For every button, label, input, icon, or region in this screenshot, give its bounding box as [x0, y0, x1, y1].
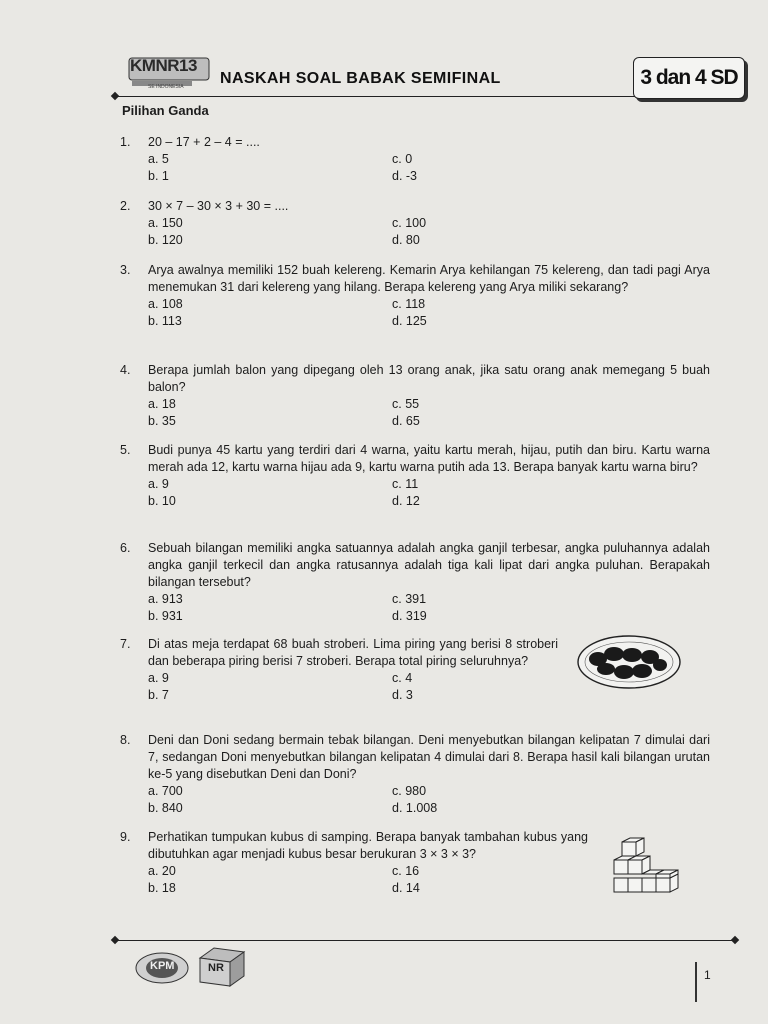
option-b[interactable]: b. 840 [148, 801, 183, 815]
kpm-logo-text: KPM [150, 960, 175, 972]
option-a[interactable]: a. 108 [148, 297, 183, 311]
question-stem: Budi punya 45 kartu yang terdiri dari 4 warna, yaitu kartu merah, hijau, putih dan biru. Kartu warna merah ada 12, kartu warna hijau ada 9, kartu warna putih ada 13. Berapa banyak kartu warna biru? [148, 443, 710, 474]
page-number: 1 [704, 968, 711, 982]
option-a[interactable]: a. 9 [148, 477, 169, 491]
question-number: 6. [120, 541, 131, 555]
option-a[interactable]: a. 700 [148, 784, 183, 798]
option-c[interactable]: c. 55 [392, 397, 420, 411]
option-d[interactable]: d. 12 [392, 494, 420, 508]
question-2 [120, 198, 710, 249]
nr-logo-text: NR [208, 962, 224, 974]
question-number: 8. [120, 733, 131, 747]
logo-subtext: SE INDONESIA [148, 84, 184, 90]
option-b[interactable]: b. 120 [148, 233, 183, 247]
answer-options [148, 591, 710, 625]
answer-options [148, 215, 710, 249]
option-d[interactable]: d. 80 [392, 233, 420, 247]
option-a[interactable]: a. 9 [148, 671, 169, 685]
page-title: NASKAH SOAL BABAK SEMIFINAL [220, 70, 501, 87]
strawberry-plate-illustration [576, 632, 682, 690]
question-stem: Sebuah bilangan memiliki angka satuannya adalah angka ganjil terbesar, angka puluhannya adalah angka ganjil terkecil dan angka ratusannya adalah tiga kali lipat dari angka puluhan. Berapakah bilangan tersebut? [148, 541, 710, 589]
option-d[interactable]: d. 65 [392, 414, 420, 428]
question-number: 4. [120, 363, 131, 377]
option-d[interactable]: d. 1.008 [392, 801, 438, 815]
question-4 [120, 362, 710, 430]
question-number: 5. [120, 443, 131, 457]
header-divider [116, 96, 636, 97]
divider-dot [731, 936, 739, 944]
option-b[interactable]: b. 35 [148, 414, 176, 428]
section-title: Pilihan Ganda [122, 103, 209, 118]
page-number-bar [695, 962, 697, 1002]
cube-stack-illustration [608, 836, 688, 908]
option-b[interactable]: b. 7 [148, 688, 169, 702]
option-c[interactable]: c. 16 [392, 864, 420, 878]
option-d[interactable]: d. 3 [392, 688, 413, 702]
question-1 [120, 134, 710, 185]
answer-options [148, 476, 710, 510]
question-number: 7. [120, 637, 131, 651]
question-stem: 30 × 7 – 30 × 3 + 30 = .... [148, 199, 289, 213]
option-a[interactable]: a. 5 [148, 152, 169, 166]
answer-options [148, 783, 710, 817]
option-a[interactable]: a. 913 [148, 592, 183, 606]
option-a[interactable]: a. 20 [148, 864, 176, 878]
option-d[interactable]: d. 319 [392, 609, 427, 623]
option-b[interactable]: b. 18 [148, 881, 176, 895]
option-d[interactable]: d. 125 [392, 314, 427, 328]
grade-badge: 3 dan 4 SD [633, 57, 745, 99]
answer-options [148, 296, 710, 330]
answer-options [148, 151, 710, 185]
option-c[interactable]: c. 11 [392, 477, 419, 491]
question-number: 1. [120, 135, 131, 149]
question-5 [120, 442, 710, 510]
option-b[interactable]: b. 10 [148, 494, 176, 508]
option-a[interactable]: a. 18 [148, 397, 176, 411]
question-6 [120, 540, 710, 625]
option-c[interactable]: c. 100 [392, 216, 427, 230]
option-c[interactable]: c. 0 [392, 152, 413, 166]
question-number: 9. [120, 830, 131, 844]
question-3 [120, 262, 710, 330]
option-d[interactable]: d. 14 [392, 881, 420, 895]
option-c[interactable]: c. 980 [392, 784, 427, 798]
question-8 [120, 732, 710, 817]
option-b[interactable]: b. 113 [148, 314, 182, 328]
question-number: 3. [120, 263, 131, 277]
question-stem: Perhatikan tumpukan kubus di samping. Berapa banyak tambahan kubus yang dibutuhkan agar menjadi kubus besar berukuran 3 × 3 × 3? [148, 830, 588, 861]
option-c[interactable]: c. 118 [392, 297, 426, 311]
option-d[interactable]: d. -3 [392, 169, 418, 183]
footer-divider [116, 940, 736, 941]
question-stem: Berapa jumlah balon yang dipegang oleh 13 orang anak, jika satu orang anak memegang 5 buah balon? [148, 363, 710, 394]
option-a[interactable]: a. 150 [148, 216, 183, 230]
question-stem: 20 – 17 + 2 – 4 = .... [148, 135, 260, 149]
option-b[interactable]: b. 1 [148, 169, 169, 183]
option-c[interactable]: c. 391 [392, 592, 427, 606]
question-stem: Arya awalnya memiliki 152 buah kelereng. Kemarin Arya kehilangan 75 kelereng, dan tadi pagi Arya menemukan 31 dari kelereng yang hilang. Berapa kelereng yang Arya miliki sekarang? [148, 263, 710, 294]
question-number: 2. [120, 199, 131, 213]
question-stem: Di atas meja terdapat 68 buah stroberi. Lima piring yang berisi 8 stroberi dan beberapa piring berisi 7 stroberi. Berapa total piring seluruhnya? [148, 637, 558, 668]
logo-text: KMNR13 [130, 56, 197, 75]
question-stem: Deni dan Doni sedang bermain tebak bilangan. Deni menyebutkan bilangan kelipatan 7 dimulai dari 7, sedangan Doni menyebutkan bilangan kelipatan 4 dimulai dari 8. Berapa hasil kali bilangan urutan ke-5 yang disebutkan Deni dan Doni? [148, 733, 710, 781]
answer-options [148, 396, 710, 430]
option-c[interactable]: c. 4 [392, 671, 413, 685]
option-b[interactable]: b. 931 [148, 609, 183, 623]
